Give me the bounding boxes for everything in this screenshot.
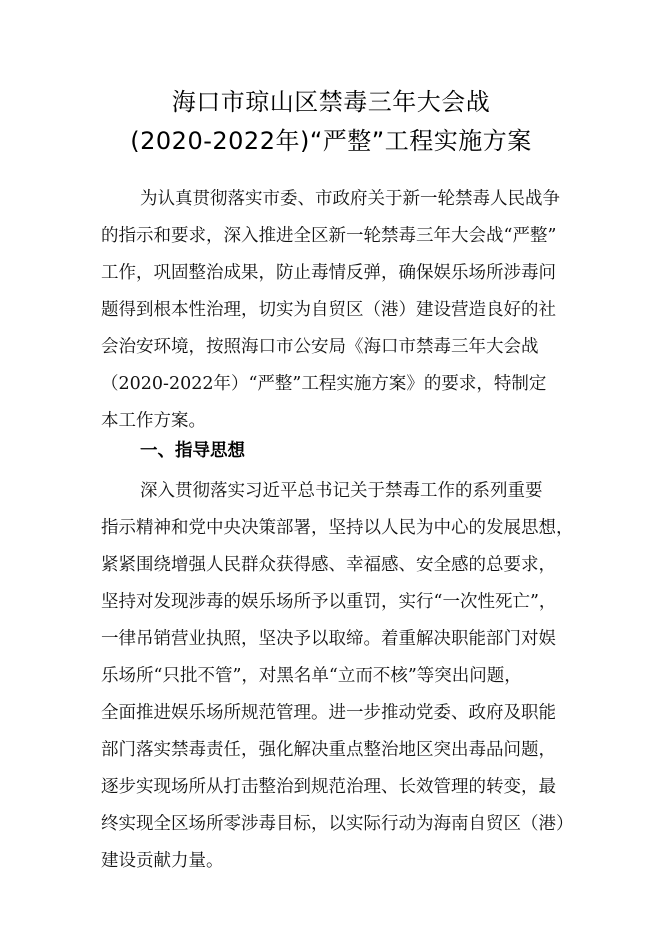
intro-line: （2020-2022年）“严整”工程实施方案》的要求，特制定: [101, 374, 547, 394]
document-title-line-2: (2020-2022年)“严整”工程实施方案: [130, 127, 532, 155]
section1-line: 逐步实现场所从打击整治到规范治理、长效管理的转变，最: [101, 777, 556, 797]
section1-line: 乐场所“只批不管”，对黑名单“立而不核”等突出问题，: [101, 666, 522, 686]
section-heading-guiding-thought: 一、指导思想: [140, 441, 245, 461]
intro-line: 为认真贯彻落实市委、市政府关于新一轮禁毒人民战争: [140, 189, 560, 209]
document-title-line-1: 海口市琼山区禁毒三年大会战: [171, 88, 491, 116]
section1-line: 紧紧围绕增强人民群众获得感、幸福感、安全感的总要求，: [101, 555, 556, 575]
section1-line: 终实现全区场所零涉毒目标，以实际行动为海南自贸区（港）: [101, 814, 574, 834]
section1-line: 一律吊销营业执照，坚决予以取缔。着重解决职能部门对娱: [101, 629, 556, 649]
intro-line: 工作，巩固整治成果，防止毒情反弹，确保娱乐场所涉毒问: [101, 263, 556, 283]
intro-line: 题得到根本性治理，切实为自贸区（港）建设营造良好的社: [101, 300, 556, 320]
section1-line: 部门落实禁毒责任，强化解决重点整治地区突出毒品问题，: [101, 740, 556, 760]
intro-line: 本工作方案。: [101, 411, 206, 431]
section1-line: 全面推进娱乐场所规范管理。进一步推动党委、政府及职能: [101, 703, 556, 723]
section1-line: 指示精神和党中央决策部署，坚持以人民为中心的发展思想，: [101, 518, 574, 538]
intro-line: 的指示和要求，深入推进全区新一轮禁毒三年大会战“严整”: [101, 226, 557, 246]
intro-line: 会治安环境，按照海口市公安局《海口市禁毒三年大会战: [101, 337, 539, 357]
section1-line: 坚持对发现涉毒的娱乐场所予以重罚，实行“一次性死亡”，: [101, 592, 557, 612]
section1-line: 深入贯彻落实习近平总书记关于禁毒工作的系列重要: [140, 481, 543, 501]
section1-line: 建设贡献力量。: [101, 851, 224, 871]
